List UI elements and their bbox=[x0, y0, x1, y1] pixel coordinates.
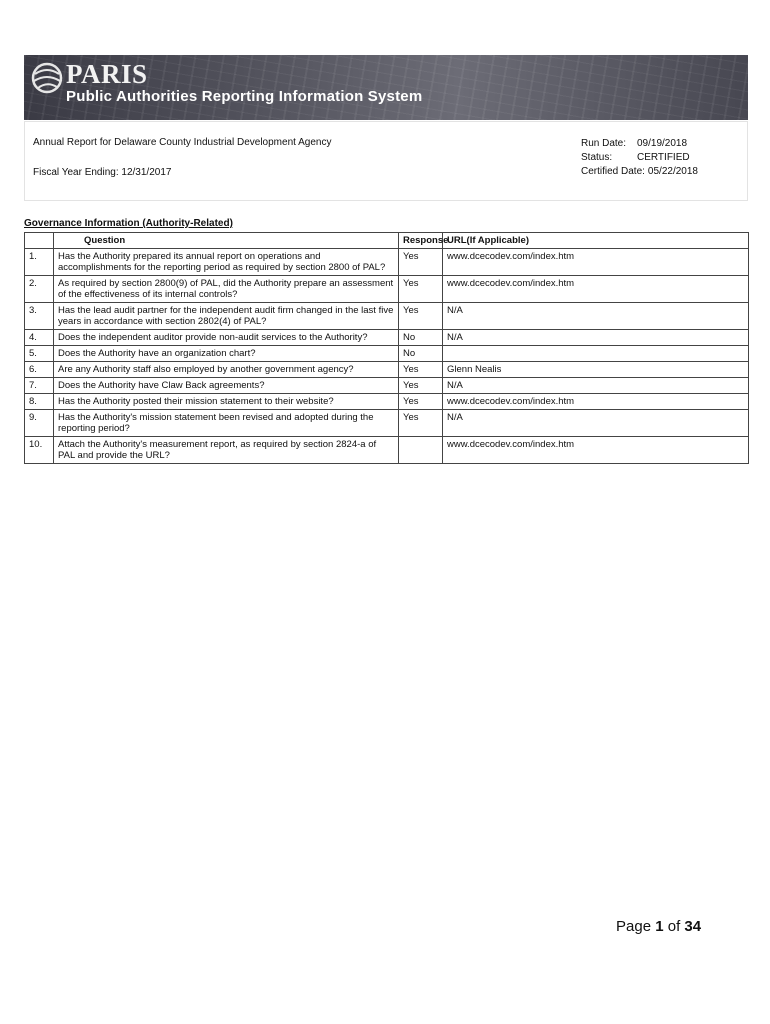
row-response: Yes bbox=[399, 249, 443, 276]
row-url: N/A bbox=[443, 330, 749, 346]
row-url: www.dcecodev.com/index.htm bbox=[443, 394, 749, 410]
row-number: 1. bbox=[25, 249, 54, 276]
row-url bbox=[443, 346, 749, 362]
certified-date-row bbox=[581, 165, 721, 179]
row-response: Yes bbox=[399, 276, 443, 303]
table-row bbox=[25, 437, 749, 464]
page-number bbox=[616, 918, 701, 935]
report-title: Annual Report for Delaware County Industrial Development Agency bbox=[33, 137, 332, 148]
row-question: Has the lead audit partner for the independent audit firm changed in the last five years in accordance with section 2802(4) of PAL? bbox=[54, 303, 399, 330]
row-response: Yes bbox=[399, 362, 443, 378]
row-response: Yes bbox=[399, 394, 443, 410]
row-question: Attach the Authority's measurement report, as required by section 2824-a of PAL and provide the URL? bbox=[54, 437, 399, 464]
row-response: No bbox=[399, 346, 443, 362]
page-total: 34 bbox=[684, 918, 702, 935]
run-info bbox=[581, 137, 721, 179]
run-date-row bbox=[581, 137, 721, 151]
table-row bbox=[25, 378, 749, 394]
row-number: 2. bbox=[25, 276, 54, 303]
row-url: www.dcecodev.com/index.htm bbox=[443, 437, 749, 464]
row-number: 9. bbox=[25, 410, 54, 437]
header-url: URL(If Applicable) bbox=[443, 233, 749, 249]
run-date-value: 09/19/2018 bbox=[637, 138, 688, 149]
header-response: Response bbox=[399, 233, 443, 249]
row-response: Yes bbox=[399, 378, 443, 394]
row-question: Has the Authority's mission statement been revised and adopted during the reporting period? bbox=[54, 410, 399, 437]
row-number: 5. bbox=[25, 346, 54, 362]
section-title: Governance Information (Authority-Related) bbox=[24, 218, 233, 229]
brand-name: PARIS bbox=[66, 59, 148, 89]
header-question: Question bbox=[54, 233, 399, 249]
page-current: 1 bbox=[655, 918, 664, 935]
row-question: Has the Authority prepared its annual report on operations and accomplishments for the reporting period as required by section 2800 of PAL? bbox=[54, 249, 399, 276]
status-value: CERTIFIED bbox=[637, 152, 690, 163]
banner-subtitle: Public Authorities Reporting Information System bbox=[66, 88, 423, 105]
row-question: Are any Authority staff also employed by another government agency? bbox=[54, 362, 399, 378]
row-number: 10. bbox=[25, 437, 54, 464]
table-row bbox=[25, 249, 749, 276]
row-number: 7. bbox=[25, 378, 54, 394]
row-response: Yes bbox=[399, 303, 443, 330]
table-row bbox=[25, 303, 749, 330]
row-number: 3. bbox=[25, 303, 54, 330]
row-question: Has the Authority posted their mission statement to their website? bbox=[54, 394, 399, 410]
row-url: www.dcecodev.com/index.htm bbox=[443, 276, 749, 303]
paris-banner bbox=[24, 55, 748, 120]
certified-date-label: Certified Date: bbox=[581, 166, 645, 177]
table-row bbox=[25, 362, 749, 378]
table-row bbox=[25, 394, 749, 410]
row-number: 6. bbox=[25, 362, 54, 378]
row-url: N/A bbox=[443, 303, 749, 330]
row-question: Does the Authority have an organization chart? bbox=[54, 346, 399, 362]
table-row bbox=[25, 276, 749, 303]
row-response: Yes bbox=[399, 410, 443, 437]
page-label: Page bbox=[616, 918, 652, 935]
header-number bbox=[25, 233, 54, 249]
row-number: 4. bbox=[25, 330, 54, 346]
table-row bbox=[25, 410, 749, 437]
status-row bbox=[581, 151, 721, 165]
row-url: N/A bbox=[443, 410, 749, 437]
row-url: Glenn Nealis bbox=[443, 362, 749, 378]
row-response bbox=[399, 437, 443, 464]
certified-date-value: 05/22/2018 bbox=[647, 166, 698, 177]
report-info-box bbox=[24, 121, 748, 201]
table-header-row bbox=[25, 233, 749, 249]
row-question: Does the Authority have Claw Back agreements? bbox=[54, 378, 399, 394]
table-row bbox=[25, 346, 749, 362]
row-question: As required by section 2800(9) of PAL, did the Authority prepare an assessment of the effectiveness of its internal controls? bbox=[54, 276, 399, 303]
row-url: www.dcecodev.com/index.htm bbox=[443, 249, 749, 276]
row-number: 8. bbox=[25, 394, 54, 410]
status-label: Status: bbox=[581, 152, 613, 163]
page-of: of bbox=[667, 918, 681, 935]
paris-globe-icon bbox=[30, 61, 64, 95]
row-url: N/A bbox=[443, 378, 749, 394]
row-response: No bbox=[399, 330, 443, 346]
fiscal-year: Fiscal Year Ending: 12/31/2017 bbox=[33, 167, 172, 178]
governance-table bbox=[24, 232, 749, 464]
run-date-label: Run Date: bbox=[581, 138, 627, 149]
table-row bbox=[25, 330, 749, 346]
governance-table-body bbox=[25, 249, 749, 464]
row-question: Does the independent auditor provide non-audit services to the Authority? bbox=[54, 330, 399, 346]
